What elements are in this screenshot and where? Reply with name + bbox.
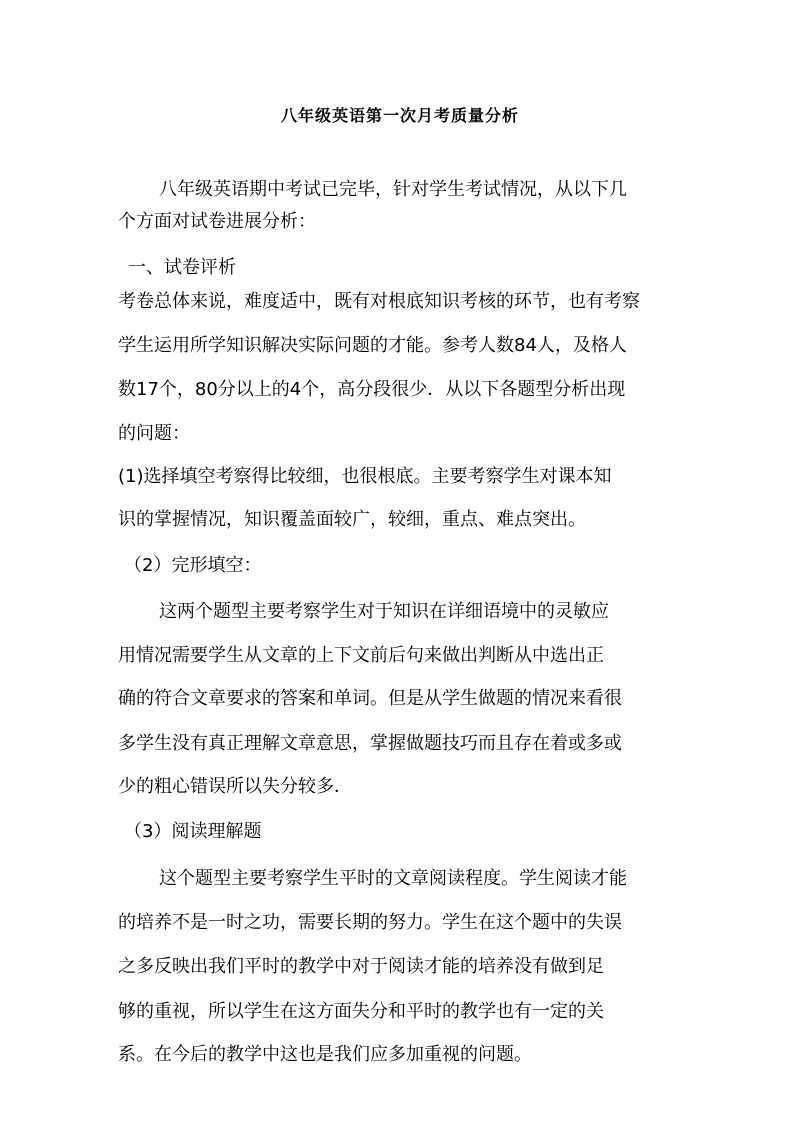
paragraph-line: 确的符合文章要求的答案和单词。但是从学生做题的情况来看很 <box>118 688 622 709</box>
paragraph-line: 系。在今后的教学中这也是我们应多加重视的问题。 <box>118 1044 532 1065</box>
subsection-heading: （2）完形填空： <box>124 555 262 576</box>
paragraph-line: 用情况需要学生从文章的上下文前后句来做出判断从中选出正 <box>118 645 604 666</box>
paragraph-line: (1)选择填空考察得比较细，也很根底。主要考察学生对课本知 <box>118 466 612 487</box>
paragraph-line: 多学生没有真正理解文章意思，掌握做题技巧而且存在着或多或 <box>118 733 622 754</box>
paragraph-line: 个方面对试卷进展分析： <box>118 211 316 232</box>
paragraph-line: 数17个，80分以上的4个，高分段很少．从以下各题型分析出现 <box>118 379 626 400</box>
paragraph-line: 学生运用所学知识解决实际问题的才能。参考人数84人，及格人 <box>118 335 627 356</box>
paragraph-line: 的培养不是一时之功，需要长期的努力。学生在这个题中的失误 <box>118 912 622 933</box>
subsection-heading: （3）阅读理解题 <box>124 821 262 842</box>
section-heading: 一、试卷评析 <box>128 257 236 278</box>
document-title: 八年级英语第一次月考质量分析 <box>280 106 519 125</box>
paragraph-line: 这两个题型主要考察学生对于知识在详细语境中的灵敏应 <box>159 601 609 622</box>
paragraph-line: 够的重视，所以学生在这方面失分和平时的教学也有一定的关 <box>118 1001 604 1022</box>
paragraph-line: 少的粗心错误所以失分较多． <box>118 776 352 797</box>
paragraph-line: 这个题型主要考察学生平时的文章阅读程度。学生阅读才能 <box>159 868 627 889</box>
paragraph-line: 之多反映出我们平时的教学中对于阅读才能的培养没有做到足 <box>118 956 604 977</box>
paragraph-line: 的问题： <box>118 423 190 444</box>
paragraph-line: 识的掌握情况，知识覆盖面较广，较细，重点、难点突出。 <box>118 509 586 530</box>
paragraph-line: 八年级英语期中考试已完毕，针对学生考试情况，从以下几 <box>159 179 627 200</box>
paragraph-line: 考卷总体来说，难度适中，既有对根底知识考核的环节，也有考察 <box>118 291 640 312</box>
